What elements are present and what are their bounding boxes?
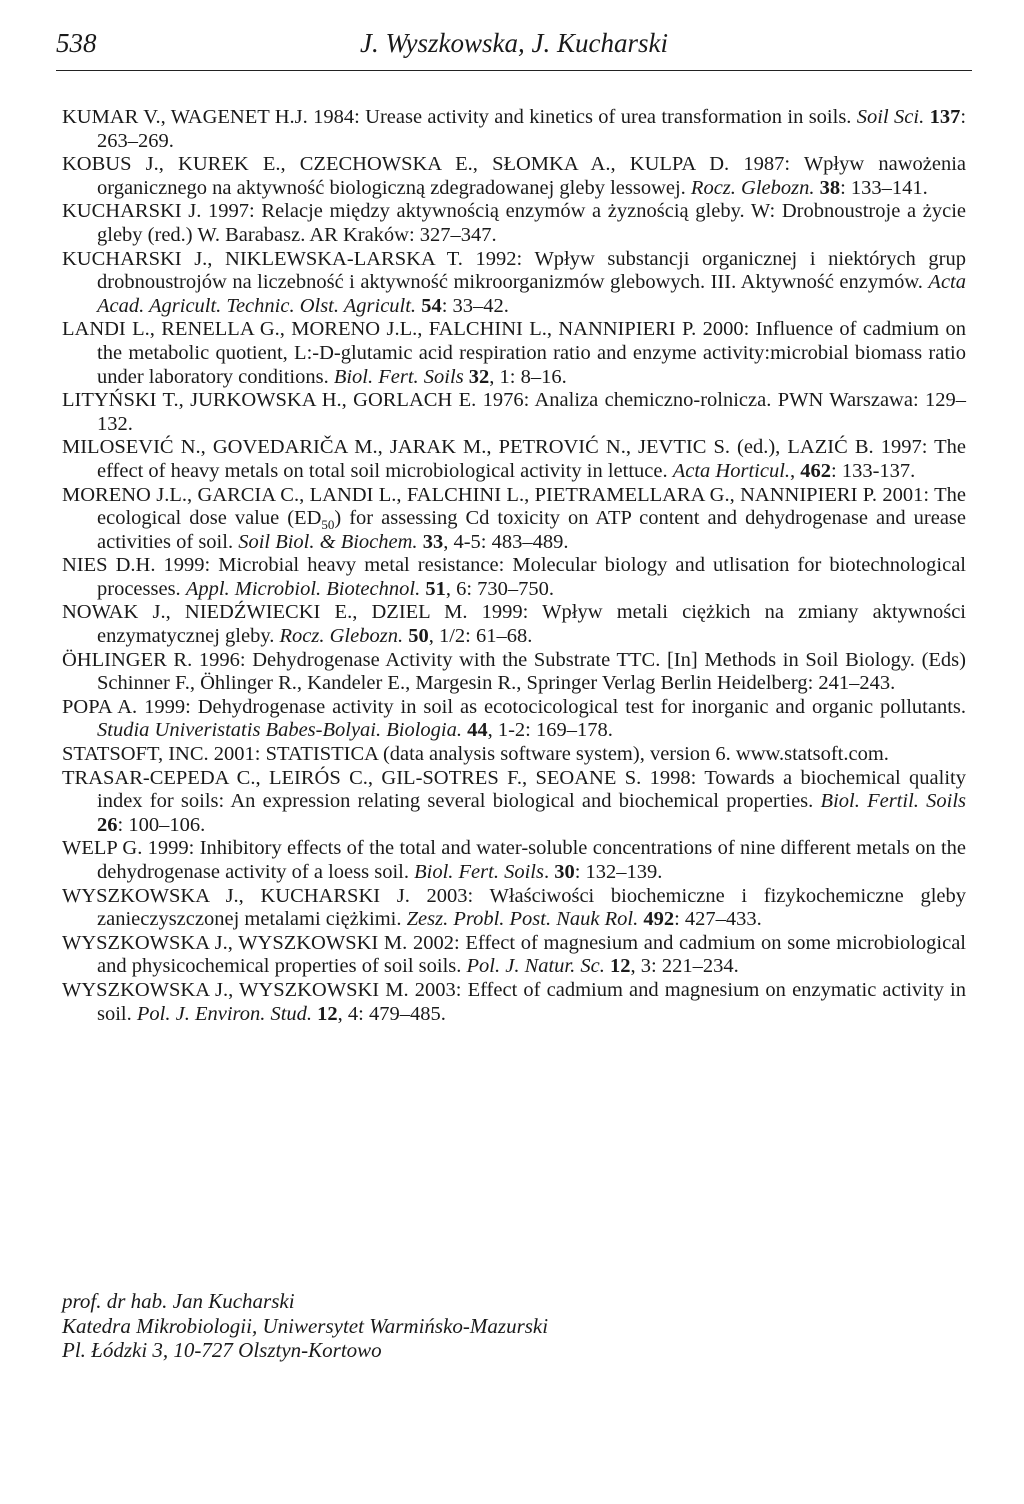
reference-list bbox=[62, 106, 966, 1026]
running-title: J. Wyszkowska, J. Kucharski bbox=[360, 28, 668, 58]
author-name: prof. dr hab. Jan Kucharski bbox=[62, 1289, 295, 1313]
reference-entry: NOWAK J., NIEDŹWIECKI E., DZIEL M. 1999: Wpływ metali ciężkich na zmiany aktywności enzymatycznej gleby. Rocz. Glebozn. 50, 1/2: 61–68. bbox=[62, 601, 966, 648]
running-header bbox=[56, 26, 972, 71]
reference-entry: MORENO J.L., GARCIA C., LANDI L., FALCHINI L., PIETRAMELLARA G., NANNIPIERI P. 2001: The ecological dose value $(ED_{50})$ for assessing Cd toxicity on ATP content and dehydrogenase and urease activities of soil. Soil Biol. & Biochem. 33, 4-5: 483–489. bbox=[62, 483, 966, 553]
reference-entry: KUCHARSKI J., NIKLEWSKA-LARSKA T. 1992: Wpływ substancji organicznej i niektórych grup drobnoustrojów na liczebność i aktywność mikroorganizmów glebowych. III. Aktywność enzymów. Acta Acad. Agricult. Technic. Olst. Agricult. 54: 33–42. bbox=[62, 247, 966, 317]
author-address bbox=[62, 1289, 966, 1363]
reference-entry: KOBUS J., KUREK E., CZECHOWSKA E., SŁOMKA A., KULPA D. 1987: Wpływ nawożenia organicznego na aktywność biologiczną zdegradowanej gleby lessowej. Rocz. Glebozn. 38: 133–141. bbox=[62, 153, 966, 199]
reference-entry: WYSZKOWSKA J., WYSZKOWSKI M. 2003: Effect of cadmium and magnesium on enzymatic activity in soil. Pol. J. Environ. Stud. 12, 4: 479–485. bbox=[62, 978, 966, 1025]
author-department: Katedra Mikrobiologii, Uniwersytet Warmińsko-Mazurski bbox=[62, 1313, 549, 1338]
reference-entry: WYSZKOWSKA J., KUCHARSKI J. 2003: Właściwości biochemiczne i fizykochemiczne gleby zanieczyszczonej metalami ciężkimi. Zesz. Probl. Post. Nauk Rol. 492: 427–433. bbox=[62, 884, 966, 931]
reference-entry: TRASAR-CEPEDA C., LEIRÓS C., GIL-SOTRES F., SEOANE S. 1998: Towards a biochemical quality index for soils: An expression relating several biological and biochemical properties. Biol. Fertil. Soils 26: 100–106. bbox=[62, 766, 967, 836]
page-number: 538 bbox=[56, 28, 97, 58]
author-street: Pl. Łódzki 3, 10-727 Olsztyn-Kortowo bbox=[62, 1338, 382, 1362]
reference-entry: LITYŃSKI T., JURKOWSKA H., GORLACH E. 1976: Analiza chemiczno-rolnicza. PWN Warszawa: 129–132. bbox=[62, 389, 966, 435]
reference-entry: NIES D.H. 1999: Microbial heavy metal resistance: Molecular biology and utlisation for biotechnological processes. Appl. Microbiol. Biotechnol. 51, 6: 730–750. bbox=[62, 554, 966, 600]
reference-entry: STATSOFT, INC. 2001: STATISTICA (data analysis software system), version 6. www.statsoft.com. bbox=[62, 743, 889, 766]
reference-entry: KUCHARSKI J. 1997: Relacje między aktywnością enzymów a żyznością gleby. W: Drobnoustroje a życie gleby (red.) W. Barabasz. AR Kraków: 327–347. bbox=[62, 200, 966, 246]
reference-entry: ÖHLINGER R. 1996: Dehydrogenase Activity with the Substrate TTC. [In] Methods in Soil Biology. (Eds) Schinner F., Öhlinger R., Kandeler E., Margesin R., Springer Verlag Berlin Heidelberg: 241–243. bbox=[62, 648, 966, 695]
reference-entry: POPA A. 1999: Dehydrogenase activity in soil as ecotocicological test for inorganic and organic pollutants. Studia Univeristatis Babes-Bolyai. Biologia. 44, 1-2: 169–178. bbox=[62, 695, 966, 742]
reference-entry: WELP G. 1999: Inhibitory effects of the total and water-soluble concentrations of nine different metals on the dehydrogenase activity of a loess soil. Biol. Fert. Soils. 30: 132–139. bbox=[62, 837, 966, 883]
reference-entry: MILOSEVIĆ N., GOVEDARIČA M., JARAK M., PETROVIĆ N., JEVTIC S. (ed.), LAZIĆ B. 1997: The effect of heavy metals on total soil microbiological activity in lettuce. Acta Horticul., 462: 133-137. bbox=[62, 436, 966, 482]
reference-entry: WYSZKOWSKA J., WYSZKOWSKI M. 2002: Effect of magnesium and cadmium on some microbiological and physicochemical properties of soil soils. Pol. J. Natur. Sc. 12, 3: 221–234. bbox=[62, 931, 966, 978]
reference-entry: KUMAR V., WAGENET H.J. 1984: Urease activity and kinetics of urea transformation in soils. Soil Sci. 137: 263–269. bbox=[62, 106, 967, 152]
reference-entry: LANDI L., RENELLA G., MORENO J.L., FALCHINI L., NANNIPIERI P. 2000: Influence of cadmium on the metabolic quotient, L:-D-glutamic acid respiration ratio and enzyme activity:microbial biomass ratio under laboratory conditions. Biol. Fert. Soils 32, 1: 8–16. bbox=[62, 318, 966, 388]
